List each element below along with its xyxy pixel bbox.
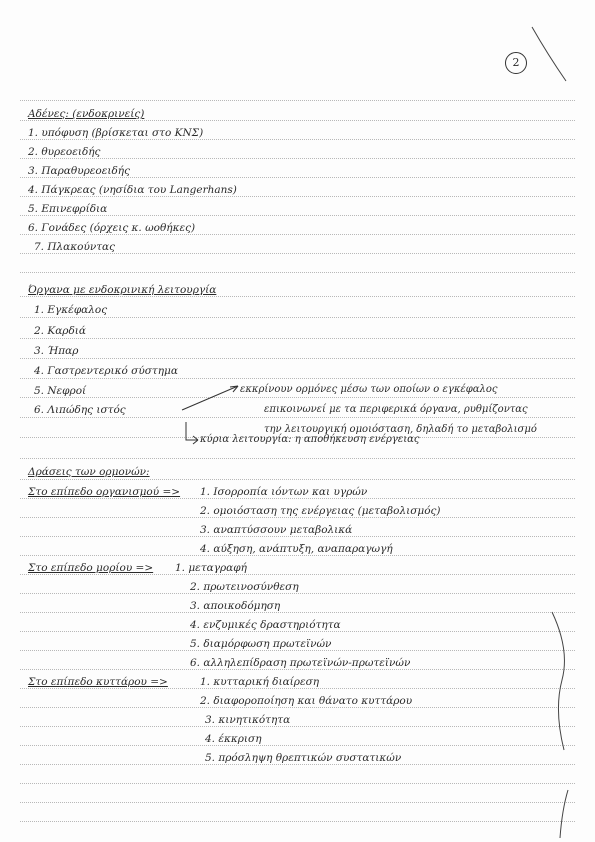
ruling-line xyxy=(20,177,575,178)
list-item: 3. αναπτύσσουν μεταβολικά xyxy=(200,524,353,536)
ruling-line xyxy=(20,296,575,297)
ruling-line xyxy=(20,574,575,575)
list-item: 3. κινητικότητα xyxy=(205,714,291,726)
ruling-line xyxy=(20,517,575,518)
ruling-line xyxy=(20,650,575,651)
list-item: 4. έκκριση xyxy=(205,733,262,745)
list-item: 4. αύξηση, ανάπτυξη, αναπαραγωγή xyxy=(200,543,393,555)
list-item: 5. διαμόρφωση πρωτεϊνών xyxy=(190,638,332,650)
list-item: 4. Πάγκρεας (νησίδια του Langerhans) xyxy=(28,184,237,196)
list-item: 5. Επινεφρίδια xyxy=(28,203,108,215)
ruling-line xyxy=(20,612,575,613)
list-item: 5. Νεφροί xyxy=(34,385,87,397)
list-item: 4. ενζυμικές δραστηριότητα xyxy=(190,619,341,631)
ruling-line xyxy=(20,458,575,459)
note-line: κύρια λειτουργία: η αποθήκευση ενέργειας xyxy=(200,434,420,445)
ruling-line xyxy=(20,631,575,632)
ruling-line xyxy=(20,234,575,235)
list-item: 6. Γονάδες (όρχεις κ. ωοθήκες) xyxy=(28,222,196,234)
ruling-line xyxy=(20,498,575,499)
ruling-line xyxy=(20,555,575,556)
ruling-line xyxy=(20,358,575,359)
list-item: 2. ομοιόσταση της ενέργειας (μεταβολισμός) xyxy=(200,505,441,517)
list-item: 3. αποικοδόμηση xyxy=(190,600,281,612)
list-item: 6. αλληλεπίδραση πρωτεϊνών-πρωτεϊνών xyxy=(190,657,411,669)
bracket-stroke xyxy=(548,610,578,840)
group-label-cell: Στο επίπεδο κυττάρου => xyxy=(28,676,168,688)
list-item: 2. Καρδιά xyxy=(34,325,86,337)
list-item: 6. Λιπώδης ιστός xyxy=(34,404,126,416)
ruling-line xyxy=(20,707,575,708)
list-item: 2. πρωτεινοσύνθεση xyxy=(190,581,299,593)
ruling-line xyxy=(20,100,575,101)
list-item: 2. διαφοροποίηση και θάνατο κυττάρου xyxy=(200,695,413,707)
ruling-line xyxy=(20,821,575,822)
ruling-line xyxy=(20,397,575,398)
note-line: εκκρίνουν ορμόνες μέσω των οποίων ο εγκέφαλος xyxy=(240,384,498,395)
list-item: 3. Ήπαρ xyxy=(34,345,79,357)
list-item: 4. Γαστρεντερικό σύστημα xyxy=(34,365,178,377)
section-heading-organs: Όργανα με ενδοκρινική λειτουργία xyxy=(28,284,217,296)
list-item: 7. Πλακούντας xyxy=(34,241,116,253)
list-item: 2. θυρεοειδής xyxy=(28,146,101,158)
list-item: 1. μεταγραφή xyxy=(175,562,247,574)
group-label-organism: Στο επίπεδο οργανισμού => xyxy=(28,486,181,498)
note-line: επικοινωνεί με τα περιφερικά όργανα, ρυθμίζοντας xyxy=(264,404,528,415)
ruling-line xyxy=(20,745,575,746)
ruling-line xyxy=(20,783,575,784)
ruling-line xyxy=(20,669,575,670)
list-item: 5. πρόσληψη θρεπτικών συστατικών xyxy=(205,752,402,764)
ruling-line xyxy=(20,139,575,140)
ruling-line xyxy=(20,536,575,537)
ruling-line xyxy=(20,726,575,727)
ruling-line xyxy=(20,215,575,216)
list-item: 1. κυτταρική διαίρεση xyxy=(200,676,320,688)
list-item: 1. Εγκέφαλος xyxy=(34,304,108,316)
ruling-line xyxy=(20,764,575,765)
ruling-line xyxy=(20,378,575,379)
ruling-line xyxy=(20,593,575,594)
ruling-line xyxy=(20,272,575,273)
ruling-line xyxy=(20,688,575,689)
list-item: 3. Παραθυρεοειδής xyxy=(28,165,130,177)
ruling-line xyxy=(20,158,575,159)
ruling-line xyxy=(20,417,575,418)
ruling-line xyxy=(20,196,575,197)
section-heading-glands: Αδένες: (ενδοκρινείς) xyxy=(28,108,145,120)
note-line: την λειτουργική ομοιόσταση, δηλαδή το μεταβολισμό xyxy=(264,424,537,435)
ruling-line xyxy=(20,120,575,121)
list-item: 1. Ισορροπία ιόντων και υγρών xyxy=(200,486,368,498)
list-item: 1. υπόφυση (βρίσκεται στο ΚΝΣ) xyxy=(28,127,204,139)
group-label-molecule: Στο επίπεδο μορίου => xyxy=(28,562,154,574)
page-number: 2 xyxy=(505,52,527,74)
section-heading-actions: Δράσεις των ορμονών: xyxy=(28,466,150,478)
corner-stroke xyxy=(530,25,570,85)
ruling-line xyxy=(20,253,575,254)
ruling-line xyxy=(20,338,575,339)
ruling-line xyxy=(20,317,575,318)
ruling-line xyxy=(20,479,575,480)
ruling-line xyxy=(20,802,575,803)
